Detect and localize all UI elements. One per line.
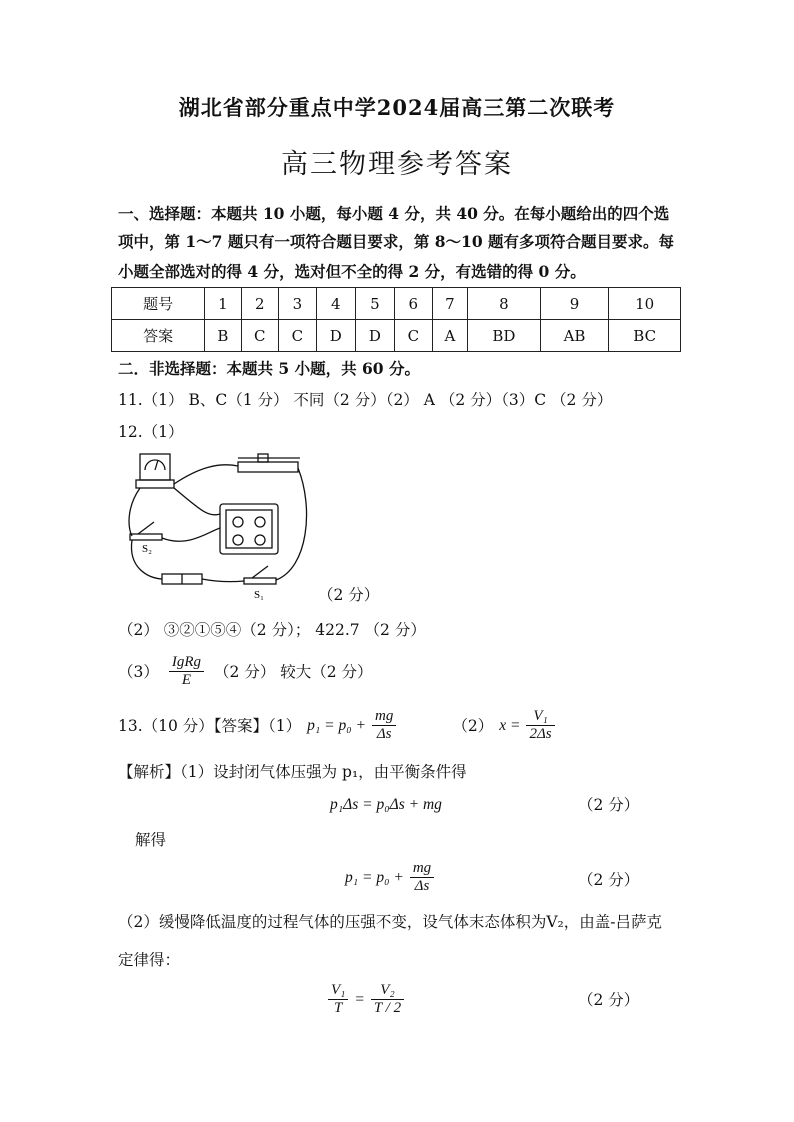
q13-equation-2 [345, 860, 434, 895]
question-number: 6 [395, 288, 433, 320]
exam-title: 湖北省部分重点中学2024届高三第二次联考 [178, 95, 616, 120]
s2-label: S₂ [142, 543, 152, 555]
answer-table [111, 287, 681, 352]
eq3-right-fraction [371, 982, 404, 1017]
q13-part2-line2: 定律得： [118, 951, 181, 969]
q13-ans2-lhs: x = [499, 716, 521, 734]
table-row [112, 288, 681, 320]
section2-heading: 二．非选择题：本题共 5 小题，共 60 分。 [118, 359, 420, 378]
q13-part2-line1: （2）缓慢降低温度的过程气体的压强不变，设气体末态体积为V₂，由盖-吕萨克 [118, 913, 663, 931]
question-number: 1 [205, 288, 241, 320]
table-row [112, 320, 681, 352]
question-number: 7 [432, 288, 468, 320]
question-number: 5 [355, 288, 394, 320]
q12-part2: （2） ③②①⑤④（2 分）； 422.7 （2 分） [118, 621, 426, 639]
q13-ans2-fraction [526, 708, 554, 743]
section1-line3: 小题全部选对的得 4 分，选对但不全的得 2 分，有选错的得 0 分。 [118, 262, 586, 281]
q13-equation-3 [328, 982, 404, 1017]
section1-line1: 一、选择题：本题共 10 小题，每小题 4 分，共 40 分。在每小题给出的四个选 [118, 204, 670, 223]
q13-ans2-prefix: （2） [452, 716, 494, 735]
answer-cell: BD [468, 320, 540, 352]
answer-key-title: 高三物理参考答案 [281, 149, 513, 180]
answer-cell: AB [540, 320, 609, 352]
q13-label: 13.（10 分）【答案】（1） [118, 716, 302, 735]
q13-equation-1: p₁Δs = p₀Δs + mg [330, 796, 442, 813]
answer-cell: B [205, 320, 241, 352]
q13-eq1-score: （2 分） [578, 796, 640, 814]
switch-s1-icon [244, 578, 276, 584]
fraction-denominator: Δs [414, 878, 430, 894]
question-number: 2 [241, 288, 279, 320]
q13-analysis-intro: 【解析】（1）设封闭气体压强为 p₁，由平衡条件得 [118, 763, 467, 781]
question-number: 9 [540, 288, 609, 320]
q11-answer: 11.（1） B、C（1 分） 不同（2 分）（2） A （2 分）（3）C （2 分） [118, 391, 613, 409]
answer-cell: C [241, 320, 279, 352]
answer-cell: D [316, 320, 355, 352]
fraction-numerator: V₂ [371, 982, 404, 1000]
fraction-denominator: E [181, 672, 192, 688]
table-header-cell: 题号 [112, 288, 205, 320]
fraction-numerator: IgRg [169, 654, 204, 672]
answer-cell: A [432, 320, 468, 352]
fraction-denominator: T [334, 1000, 343, 1016]
fraction-numerator: V₁ [526, 708, 554, 726]
fraction-denominator: T / 2 [373, 1000, 402, 1016]
eq3-left-fraction [328, 982, 348, 1017]
switch-s2-icon [130, 534, 162, 540]
answer-cell: C [279, 320, 317, 352]
fraction-numerator: V₁ [328, 982, 348, 1000]
fraction-denominator: Δs [376, 726, 392, 742]
resistance-box-icon [220, 504, 278, 554]
q12-label: 12.（1） [118, 423, 184, 441]
section1-line2: 项中，第 1～7 题只有一项符合题目要求，第 8～10 题有多项符合题目要求。每 [118, 232, 675, 251]
rheostat-icon [238, 462, 298, 472]
fraction-denominator: 2Δs [529, 726, 552, 742]
answer-cell: BC [609, 320, 681, 352]
q13-answer [118, 708, 555, 743]
answer-cell: D [355, 320, 394, 352]
question-number: 3 [279, 288, 317, 320]
q12-part3-prefix: （3） [118, 662, 159, 681]
q12-part3-fraction [169, 654, 204, 689]
q12-part3 [118, 654, 373, 689]
q12-part1-score: （2 分） [318, 586, 380, 604]
galvanometer-icon [140, 454, 170, 480]
question-number: 8 [468, 288, 540, 320]
question-number: 4 [316, 288, 355, 320]
question-number: 10 [609, 288, 681, 320]
q13-solve-label: 解得 [135, 831, 167, 849]
q13-ans1-lhs: p₁ = p₀ + [307, 716, 366, 734]
circuit-diagram [118, 448, 318, 608]
q13-eq2-score: （2 分） [578, 871, 640, 889]
table-header-cell: 答案 [112, 320, 205, 352]
eq2-lhs: p₁ = p₀ + [345, 868, 404, 886]
q12-part3-suffix: （2 分） 较大（2 分） [214, 662, 373, 681]
q13-eq3-score: （2 分） [578, 991, 640, 1009]
equals-sign: = [354, 990, 365, 1008]
fraction-numerator: mg [372, 708, 396, 726]
s1-label: S₁ [254, 589, 264, 601]
q13-ans1-fraction [372, 708, 396, 743]
answer-cell: C [395, 320, 433, 352]
eq2-fraction [410, 860, 434, 895]
fraction-numerator: mg [410, 860, 434, 878]
